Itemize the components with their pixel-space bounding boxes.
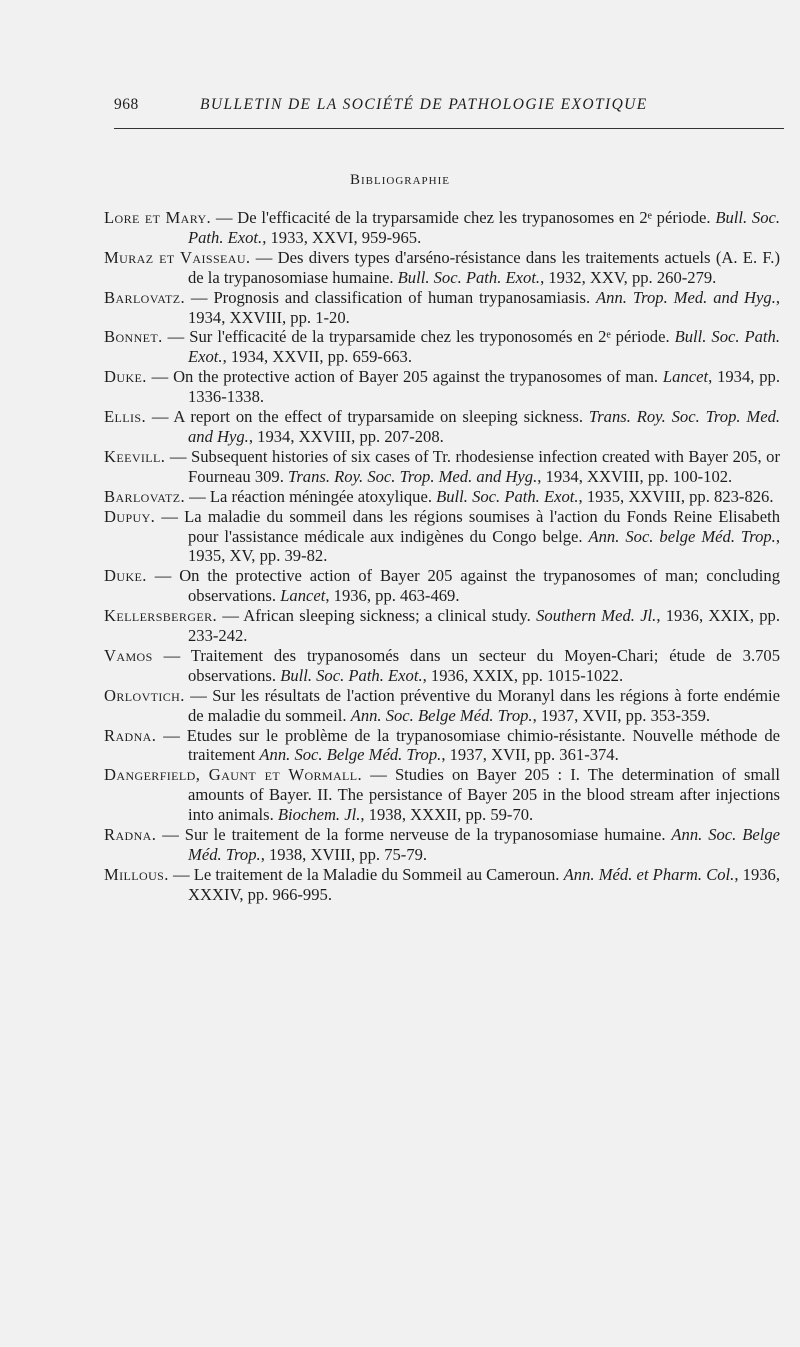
entry-title: — De l'efficacité de la tryparsamide chez les trypanosomes en 2ᵉ période. <box>211 208 716 227</box>
entry-title: — A report on the effect of tryparsamide on sleeping sickness. <box>146 407 589 427</box>
entry-reference: , 1932, XXV, pp. 260-279. <box>540 267 717 287</box>
entry-author: Radna. <box>104 825 157 845</box>
entry-reference: , 1938, XVIII, pp. 75-79. <box>260 845 428 864</box>
bibliography-entry <box>104 447 780 487</box>
entry-author: Keevill. <box>104 446 166 466</box>
entry-title: — On the protective action of Bayer 205 against the trypanosomes of man. <box>146 367 663 387</box>
entry-journal: Bull. Soc. Path. Exot. <box>436 486 579 506</box>
running-title: BULLETIN DE LA SOCIÉTÉ DE PATHOLOGIE EXOTIQUE <box>200 96 648 113</box>
bibliography-entry <box>104 765 780 825</box>
entry-reference: , 1934, pp. 1336-1338. <box>188 367 780 407</box>
bibliography-entry <box>104 865 780 905</box>
entry-title: — Subsequent histories of six cases of Tr. rhodesiense infection created with Bayer 205, or Fourneau 309. <box>165 446 780 486</box>
bibliography-entry <box>104 327 780 367</box>
entry-title: — La maladie du sommeil dans les régions soumises à l'action du Fonds Reine Elisabeth pour l'assistance médicale aux indigènes du Congo belge. <box>155 506 780 546</box>
bibliography-entry <box>104 507 780 567</box>
bibliography-entry <box>104 367 780 407</box>
entry-reference: , 1936, XXIX, pp. 1015-1022. <box>422 665 624 685</box>
entry-reference: , 1935, XXVIII, pp. 823-826. <box>578 486 774 506</box>
bibliography-entry <box>104 825 780 865</box>
bibliography-entry <box>104 487 780 507</box>
entry-title: — Des divers types d'arséno-résistance dans les traitements actuels (A. E. F.) de la trypanosomiase humaine. <box>188 247 780 287</box>
entry-author: Duke. <box>104 367 147 387</box>
entry-title: — Studies on Bayer 205 : I. The determination of small amounts of Bayer. II. The persistance of Bayer 205 in the blood stream after injections into animals. <box>188 765 780 825</box>
bibliography-entry <box>104 407 780 447</box>
entry-reference: , 1934, XXVIII, pp. 1-20. <box>188 287 781 327</box>
entry-author: Kellersberger. <box>104 606 218 626</box>
entry-author: Muraz et Vaisseau. <box>104 247 251 267</box>
entry-author: Vamos <box>104 645 153 665</box>
entry-title: — La réaction méningée atoxylique. <box>185 486 437 506</box>
entry-reference: , 1934, XXVIII, pp. 100-102. <box>537 466 733 486</box>
header-rule <box>114 128 784 129</box>
bibliography-entry <box>104 646 780 686</box>
entry-reference: , 1936, XXIX, pp. 233-242. <box>188 606 781 646</box>
entry-author: Radna. <box>104 725 157 745</box>
page-number: 968 <box>114 96 139 113</box>
entry-author: Millous. <box>104 864 169 884</box>
entry-author: Barlovatz. <box>104 486 185 506</box>
entry-reference: , 1938, XXXII, pp. 59-70. <box>360 805 534 825</box>
entry-author: Dupuy. <box>104 506 156 526</box>
section-title: Bibliographie <box>350 172 450 188</box>
entry-author: Dangerfield, Gaunt et Wormall. <box>104 765 363 785</box>
entry-journal: Ann. Méd. et Pharm. Col. <box>563 864 735 884</box>
entry-journal: Ann. Soc. Belge Méd. Trop. <box>350 705 533 725</box>
entry-title: — Le traitement de la Maladie du Sommeil au Cameroun. <box>168 864 564 884</box>
entry-title: — Traitement des trypanosomés dans un secteur du Moyen-Chari; étude de 3.705 observations. <box>152 645 780 685</box>
entry-author: Duke. <box>104 566 147 586</box>
bibliography-entry <box>104 726 780 766</box>
entry-journal: Trans. Roy. Soc. Trop. Med. and Hyg. <box>188 407 781 446</box>
entry-author: Lore et Mary. <box>104 208 212 227</box>
entry-journal: Bull. Soc. Path. Exot. <box>188 327 780 367</box>
entry-journal: Ann. Soc. belge Méd. Trop. <box>588 526 776 546</box>
entry-reference: , 1933, XXVI, 959-965. <box>262 227 422 247</box>
entry-journal: Lancet <box>280 586 326 606</box>
entry-title: — Sur le traitement de la forme nerveuse de la trypanosomiase humaine. <box>156 825 672 845</box>
entry-journal: Ann. Soc. Belge Méd. Trop. <box>188 825 780 864</box>
entry-journal: Bull. Soc. Path. Exot. <box>280 665 423 685</box>
entry-journal: Biochem. Jl. <box>277 805 361 825</box>
entry-title: — On the protective action of Bayer 205 against the trypanosomes of man; concluding observations. <box>146 566 780 606</box>
entry-title: — Etudes sur le problème de la trypanosomiase chimio-résistante. Nouvelle méthode de traitement <box>156 725 780 765</box>
entry-title: — African sleeping sickness; a clinical study. <box>217 606 537 626</box>
entry-reference: , 1936, pp. 463-469. <box>325 586 460 606</box>
bibliography-entry <box>104 288 780 328</box>
entry-journal: Lancet <box>662 367 709 387</box>
bibliography-entry <box>104 566 780 606</box>
entry-reference: , 1937, XVII, pp. 353-359. <box>532 705 711 725</box>
bibliography-entry <box>104 606 780 646</box>
page-header <box>114 96 784 120</box>
entry-title: — Sur les résultats de l'action préventive du Moranyl dans les régions à forte endémie de maladie du sommeil. <box>184 685 780 725</box>
entry-reference: , 1937, XVII, pp. 361-374. <box>441 745 619 765</box>
entry-journal: Bull. Soc. Path. Exot. <box>397 267 541 287</box>
bibliography-list <box>104 208 780 905</box>
entry-journal: Bull. Soc. Path. Exot. <box>188 208 780 247</box>
entry-journal: Ann. Trop. Med. and Hyg. <box>596 287 776 307</box>
bibliography-entry <box>104 208 780 248</box>
entry-author: Bonnet. <box>104 327 163 347</box>
bibliography-entry <box>104 686 780 726</box>
entry-reference: , 1934, XXVII, pp. 659-663. <box>222 347 412 367</box>
entry-journal: Trans. Roy. Soc. Trop. Med. and Hyg. <box>288 466 538 486</box>
entry-author: Orlovtich. <box>104 685 185 705</box>
entry-journal: Ann. Soc. Belge Méd. Trop. <box>259 745 442 765</box>
entry-title: — Sur l'efficacité de la tryparsamide chez les tryponosomés en 2ᵉ période. <box>162 327 675 347</box>
entry-title: — Prognosis and classification of human trypanosamiasis. <box>185 287 597 307</box>
bibliography-entry <box>104 248 780 288</box>
entry-reference: , 1935, XV, pp. 39-82. <box>188 526 780 566</box>
entry-author: Barlovatz. <box>104 287 185 307</box>
entry-journal: Southern Med. Jl. <box>536 606 657 626</box>
entry-reference: , 1936, XXXIV, pp. 966-995. <box>188 864 780 904</box>
entry-author: Ellis. <box>104 407 147 427</box>
entry-reference: , 1934, XXVIII, pp. 207-208. <box>248 426 444 446</box>
